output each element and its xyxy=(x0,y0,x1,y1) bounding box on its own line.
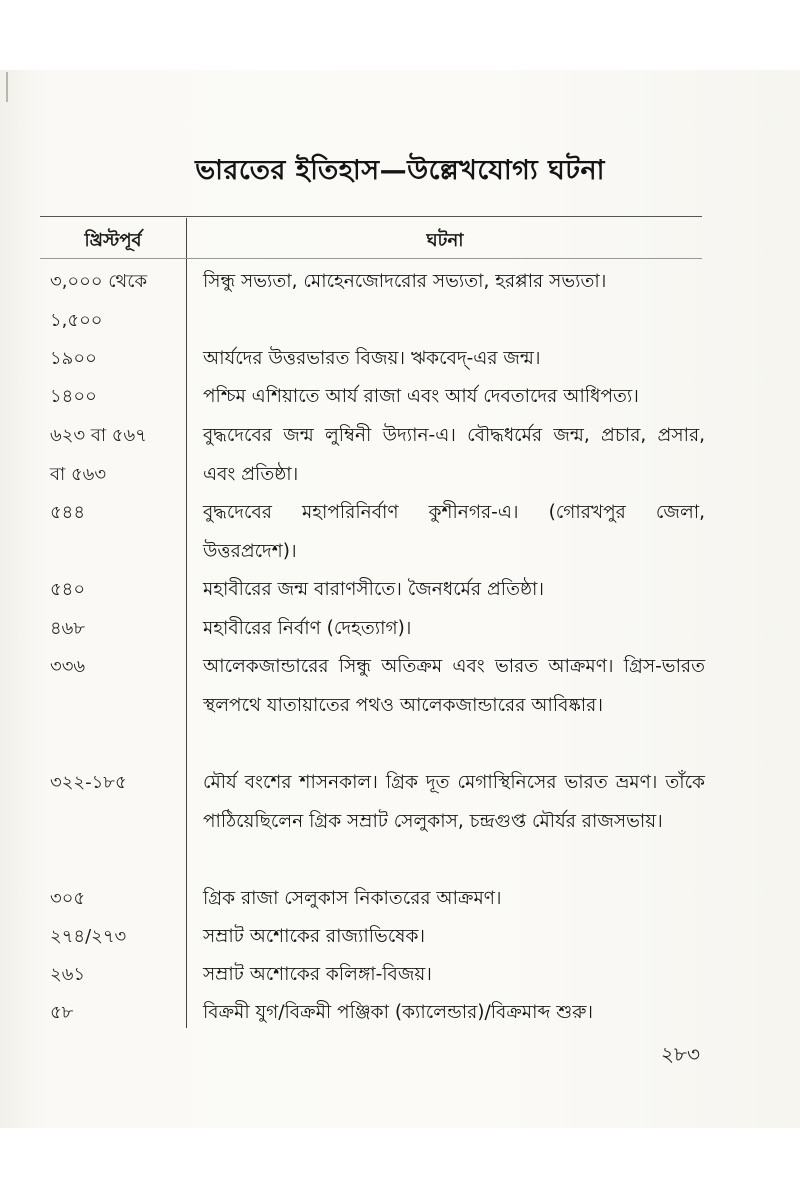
row-event: পশ্চিম এশিয়াতে আর্য রাজা এবং আর্য দেবতাদের আধিপত্য। xyxy=(203,386,639,407)
row-year: ৩০৫ xyxy=(50,888,86,909)
row-event: আলেকজান্ডারের সিন্ধু অতিক্রম এবং ভারত আক্রমণ। গ্রিস-ভারত স্থলপথে যাতায়াতের পথও আলেকজান্ডারের আবিষ্কার। xyxy=(203,656,705,716)
page-title: ভারতের ইতিহাস—উল্লেখযোগ্য ঘটনা xyxy=(195,155,605,186)
row-year: ৩২২-১৮৫ xyxy=(50,772,127,793)
row-year: ১৯০০ xyxy=(50,348,97,369)
row-event: বুদ্ধদেবের মহাপরিনির্বাণ কুশীনগর-এ। (গোরখপুর জেলা, উত্তরপ্রদেশ)। xyxy=(203,502,705,562)
row-event: সম্রাট অশোকের রাজ্যাভিষেক। xyxy=(203,926,426,947)
row-year: ৫৪০ xyxy=(50,579,86,600)
header-divider xyxy=(40,258,702,259)
row-event: বুদ্ধদেবের জন্ম লুম্বিনী উদ্যান-এ। বৌদ্ধধর্মের জন্ম, প্রচার, প্রসার, এবং প্রতিষ্ঠা। xyxy=(203,425,705,485)
row-event: মৌর্য বংশের শাসনকাল। গ্রিক দূত মেগাস্থিনিসের ভারত ভ্রমণ। তাঁকে পাঠিয়েছিলেন গ্রিক সম্রাট সেলুকাস, চন্দ্রগুপ্ত মৌর্যর রাজসভায়। xyxy=(203,772,705,832)
row-year: ৩৩৬ xyxy=(50,656,86,677)
row-year: ২৭৪/২৭৩ xyxy=(50,926,127,947)
row-event: আর্যদের উত্তরভারত বিজয়। ঋকবেদ্-এর জন্ম। xyxy=(203,348,541,369)
column-header-event: ঘটনা xyxy=(426,230,464,251)
bottom-margin xyxy=(0,1128,800,1200)
row-year: ১৪০০ xyxy=(50,386,97,407)
row-year: ৬২৩ বা ৫৬৭ বা ৫৬৩ xyxy=(50,425,147,485)
row-year: ৩,০০০ থেকে ১,৫০০ xyxy=(50,271,148,331)
row-event: মহাবীরের জন্ম বারাণসীতে। জৈনধর্মের প্রতিষ্ঠা। xyxy=(203,579,544,600)
row-event: গ্রিক রাজা সেলুকাস নিকাতরের আক্রমণ। xyxy=(203,888,502,909)
row-event: বিক্রমী যুগ/বিক্রমী পঞ্জিকা (ক্যালেন্ডার)/বিক্রমাব্দ শুরু। xyxy=(203,1002,594,1023)
table-top-rule xyxy=(40,216,702,217)
table-column-divider xyxy=(186,218,187,1028)
column-header-year: খ্রিস্টপূর্ব xyxy=(84,230,142,251)
page-number: ২৮৩ xyxy=(661,1042,700,1066)
row-year: ৪৬৮ xyxy=(50,618,86,639)
page-edge xyxy=(6,72,8,102)
top-margin xyxy=(0,0,800,70)
row-event: সিন্ধু সভ্যতা, মোহেনজোদরোর সভ্যতা, হরপ্পার সভ্যতা। xyxy=(203,271,607,292)
row-event: মহাবীরের নির্বাণ (দেহত্যাগ)। xyxy=(203,618,412,639)
row-event: সম্রাট অশোকের কলিঙ্গা-বিজয়। xyxy=(203,964,432,985)
row-year: ২৬১ xyxy=(50,964,86,985)
row-year: ৫৮ xyxy=(50,1002,74,1023)
row-year: ৫৪৪ xyxy=(50,502,86,523)
